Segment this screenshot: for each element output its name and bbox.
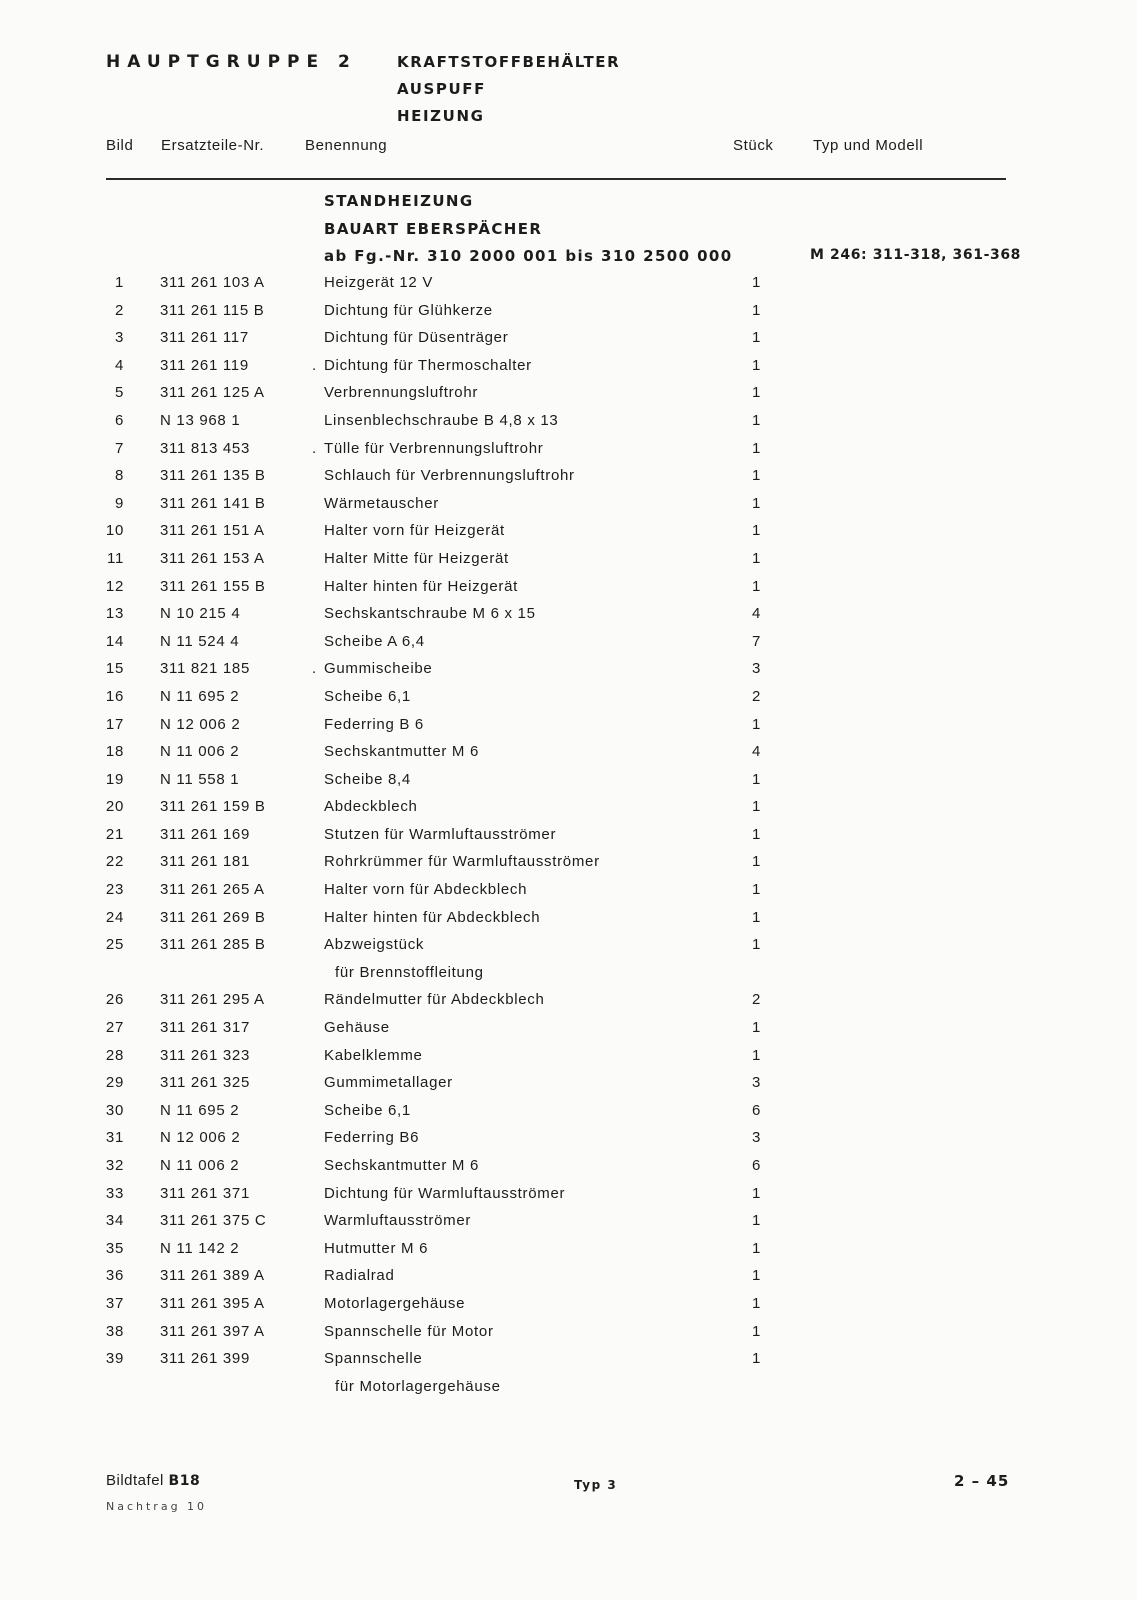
cell-stueck: 1: [752, 825, 762, 843]
cell-ersatzteile-nr: 311 261 265 A: [160, 881, 265, 899]
cell-benennung: Tülle für Verbrennungsluftrohr: [324, 439, 544, 457]
cell-bild: 27: [105, 1019, 124, 1037]
cell-benennung: Kabelklemme: [324, 1046, 423, 1064]
table-row: [0, 1043, 1137, 1071]
table-row: [0, 1236, 1137, 1264]
cell-benennung: für Motorlagergehäuse: [335, 1377, 501, 1395]
cell-benennung: Schlauch für Verbrennungsluftrohr: [324, 467, 575, 485]
hauptgruppe-label: HAUPTGRUPPE 2: [106, 52, 357, 72]
cell-ersatzteile-nr: 311 261 115 B: [160, 301, 265, 319]
table-row: [0, 739, 1137, 767]
cell-stueck: 1: [752, 1322, 762, 1340]
cell-bild: 35: [105, 1239, 124, 1257]
table-row: [0, 518, 1137, 546]
cell-bild: 2: [114, 301, 124, 319]
cell-ersatzteile-nr: N 11 695 2: [160, 687, 240, 705]
cell-bild: 6: [114, 411, 124, 429]
cell-benennung: Dichtung für Warmluftausströmer: [324, 1184, 566, 1202]
cell-benennung: Halter vorn für Abdeckblech: [324, 881, 528, 899]
cell-ersatzteile-nr: N 12 006 2: [160, 715, 241, 733]
table-row: [0, 822, 1137, 850]
footer-page-number: 2 – 45: [954, 1472, 1010, 1490]
table-row: [0, 298, 1137, 326]
cell-benennung: Warmluftausströmer: [324, 1212, 472, 1230]
cell-benennung: Motorlagergehäuse: [324, 1294, 466, 1312]
cell-bild: 37: [105, 1294, 124, 1312]
cell-stueck: 1: [752, 1267, 762, 1285]
footer-nachtrag: Nachtrag 10: [106, 1500, 208, 1513]
cell-ersatzteile-nr: 311 261 117: [160, 329, 249, 347]
table-row-continuation: [0, 960, 1137, 988]
table-row: [0, 1070, 1137, 1098]
table-row: [0, 270, 1137, 298]
cell-benennung: Sechskantmutter M 6: [324, 743, 480, 761]
table-row: [0, 1208, 1137, 1236]
cell-benennung: Scheibe 8,4: [324, 770, 411, 788]
cell-stueck: 1: [752, 936, 762, 954]
cell-benennung: Spannschelle: [324, 1350, 423, 1368]
table-row: [0, 325, 1137, 353]
cell-marker: .: [312, 439, 317, 457]
table-row: [0, 1153, 1137, 1181]
cell-ersatzteile-nr: 311 261 397 A: [160, 1322, 265, 1340]
cell-bild: 38: [105, 1322, 124, 1340]
cell-bild: 15: [105, 660, 124, 678]
cell-ersatzteile-nr: N 11 006 2: [160, 743, 240, 761]
cell-bild: 25: [105, 936, 124, 954]
table-row: [0, 353, 1137, 381]
table-row: [0, 1291, 1137, 1319]
table-row: [0, 1015, 1137, 1043]
cell-bild: 26: [105, 991, 124, 1009]
table-row: [0, 1346, 1137, 1374]
table-row: [0, 712, 1137, 740]
cell-bild: 21: [105, 825, 124, 843]
cell-bild: 33: [105, 1184, 124, 1202]
table-row: [0, 1263, 1137, 1291]
cell-benennung: Halter Mitte für Heizgerät: [324, 549, 509, 567]
cell-stueck: 1: [752, 301, 762, 319]
cell-stueck: 3: [752, 1129, 762, 1147]
cell-ersatzteile-nr: 311 261 325: [160, 1074, 251, 1092]
cell-benennung: Scheibe 6,1: [324, 687, 411, 705]
section-title-fg-nr-range: ab Fg.-Nr. 310 2000 001 bis 310 2500 000: [324, 247, 733, 265]
cell-benennung: Sechskantmutter M 6: [324, 1157, 480, 1174]
column-header-benennung: Benennung: [305, 137, 388, 154]
cell-benennung: Federring B 6: [324, 715, 424, 733]
cell-stueck: 6: [752, 1101, 762, 1119]
cell-benennung: Scheibe 6,1: [324, 1101, 411, 1119]
cell-benennung: Sechskantschraube M 6 x 15: [324, 605, 536, 623]
cell-ersatzteile-nr: 311 261 371: [160, 1184, 251, 1202]
cell-stueck: 1: [752, 1184, 762, 1202]
group-title-auspuff: AUSPUFF: [397, 80, 486, 98]
cell-bild: 11: [107, 549, 124, 567]
table-row-continuation: [0, 1374, 1137, 1402]
cell-ersatzteile-nr: 311 261 295 A: [160, 991, 265, 1009]
cell-stueck: 3: [752, 1074, 762, 1092]
table-row: [0, 905, 1137, 933]
footer-bildtafel-label: Bildtafel: [106, 1472, 164, 1489]
cell-stueck: 1: [752, 549, 762, 567]
cell-stueck: 1: [752, 798, 762, 816]
cell-benennung: Gummischeibe: [324, 660, 433, 678]
cell-bild: 12: [105, 577, 124, 595]
cell-stueck: 1: [752, 715, 762, 733]
cell-benennung: Heizgerät 12 V: [324, 274, 434, 291]
cell-stueck: 4: [752, 605, 762, 623]
table-row: [0, 877, 1137, 905]
cell-benennung: Gehäuse: [324, 1019, 390, 1037]
cell-stueck: 6: [752, 1157, 762, 1174]
column-header-typ-und-modell: Typ und Modell: [813, 137, 924, 154]
table-row: [0, 684, 1137, 712]
cell-benennung: Scheibe A 6,4: [324, 632, 425, 650]
cell-stueck: 1: [752, 467, 762, 485]
column-header-ersatzteile-nr: Ersatzteile-Nr.: [161, 137, 265, 154]
cell-ersatzteile-nr: 311 261 151 A: [160, 522, 265, 540]
cell-benennung: Dichtung für Glühkerze: [324, 301, 493, 319]
section-typ-modell: M 246: 311-318, 361-368: [810, 247, 1022, 263]
cell-benennung: Stutzen für Warmluftausströmer: [324, 825, 557, 843]
section-title-bauart: BAUART EBERSPÄCHER: [324, 220, 543, 238]
cell-benennung: Dichtung für Düsenträger: [324, 329, 509, 347]
cell-marker: .: [312, 660, 317, 678]
cell-benennung: Gummimetallager: [324, 1074, 453, 1092]
column-header-bild: Bild: [106, 137, 134, 154]
cell-ersatzteile-nr: N 11 142 2: [160, 1239, 240, 1257]
table-row: [0, 601, 1137, 629]
cell-bild: 7: [114, 439, 124, 457]
parts-list: [0, 270, 1137, 1401]
cell-benennung: Federring B6: [324, 1129, 420, 1147]
cell-ersatzteile-nr: 311 261 285 B: [160, 936, 266, 954]
cell-bild: 19: [105, 770, 124, 788]
cell-stueck: 1: [752, 522, 762, 540]
cell-bild: 28: [105, 1046, 124, 1064]
cell-bild: 9: [114, 494, 124, 512]
footer-bildtafel-value: B18: [168, 1473, 201, 1489]
cell-stueck: 1: [752, 411, 762, 429]
footer-bildtafel: [106, 1472, 200, 1489]
cell-ersatzteile-nr: 311 261 317: [160, 1019, 251, 1037]
cell-stueck: 1: [752, 908, 762, 926]
table-row: [0, 463, 1137, 491]
cell-ersatzteile-nr: 311 261 399: [160, 1350, 251, 1368]
cell-benennung: Halter hinten für Abdeckblech: [324, 908, 541, 926]
cell-benennung: Rohrkrümmer für Warmluftausströmer: [324, 853, 600, 871]
cell-stueck: 1: [752, 1294, 762, 1312]
table-row: [0, 794, 1137, 822]
cell-stueck: 1: [752, 577, 762, 595]
cell-ersatzteile-nr: N 11 695 2: [160, 1101, 240, 1119]
cell-ersatzteile-nr: 311 261 135 B: [160, 467, 266, 485]
table-row: [0, 1181, 1137, 1209]
cell-bild: 36: [105, 1267, 124, 1285]
cell-bild: 34: [105, 1212, 124, 1230]
cell-bild: 29: [105, 1074, 124, 1092]
cell-bild: 32: [105, 1157, 124, 1174]
table-row: [0, 1125, 1137, 1153]
cell-stueck: 1: [752, 1046, 762, 1064]
cell-benennung: Linsenblechschraube B 4,8 x 13: [324, 411, 559, 429]
cell-ersatzteile-nr: 311 261 389 A: [160, 1267, 265, 1285]
cell-benennung: Wärmetauscher: [324, 494, 439, 512]
cell-stueck: 1: [752, 1239, 762, 1257]
table-row: [0, 380, 1137, 408]
cell-stueck: 1: [752, 384, 762, 402]
table-row: [0, 932, 1137, 960]
cell-stueck: 1: [752, 881, 762, 899]
cell-stueck: 1: [752, 439, 762, 457]
cell-bild: 5: [114, 384, 124, 402]
table-row: [0, 1319, 1137, 1347]
cell-bild: 14: [105, 632, 124, 650]
cell-bild: 31: [105, 1129, 124, 1147]
cell-benennung: Spannschelle für Motor: [324, 1322, 494, 1340]
table-row: [0, 1098, 1137, 1126]
cell-ersatzteile-nr: 311 261 125 A: [160, 384, 265, 402]
cell-ersatzteile-nr: 311 821 185: [160, 660, 251, 678]
cell-bild: 16: [105, 687, 124, 705]
cell-ersatzteile-nr: 311 261 141 B: [160, 494, 266, 512]
cell-ersatzteile-nr: 311 261 375 C: [160, 1212, 267, 1230]
cell-benennung: Hutmutter M 6: [324, 1239, 429, 1257]
cell-bild: 3: [114, 329, 124, 347]
column-header-stueck: Stück: [733, 137, 774, 154]
table-row: [0, 408, 1137, 436]
cell-ersatzteile-nr: N 10 215 4: [160, 605, 241, 623]
cell-ersatzteile-nr: N 12 006 2: [160, 1129, 241, 1147]
cell-bild: 8: [114, 467, 124, 485]
cell-benennung: Abzweigstück: [324, 936, 425, 954]
cell-stueck: 1: [752, 274, 762, 291]
cell-stueck: 4: [752, 743, 762, 761]
cell-stueck: 1: [752, 356, 762, 374]
cell-benennung: Halter vorn für Heizgerät: [324, 522, 505, 540]
cell-bild: 13: [105, 605, 124, 623]
cell-ersatzteile-nr: 311 261 155 B: [160, 577, 266, 595]
cell-bild: 20: [105, 798, 124, 816]
cell-stueck: 1: [752, 1212, 762, 1230]
cell-bild: 23: [105, 881, 124, 899]
table-row: [0, 546, 1137, 574]
cell-ersatzteile-nr: 311 261 153 A: [160, 549, 265, 567]
cell-bild: 39: [105, 1350, 124, 1368]
cell-stueck: 1: [752, 494, 762, 512]
cell-ersatzteile-nr: 311 261 395 A: [160, 1294, 265, 1312]
cell-stueck: 1: [752, 329, 762, 347]
cell-ersatzteile-nr: N 13 968 1: [160, 411, 241, 429]
cell-ersatzteile-nr: 311 261 159 B: [160, 798, 266, 816]
table-row: [0, 491, 1137, 519]
cell-ersatzteile-nr: N 11 524 4: [160, 632, 240, 650]
cell-benennung: Dichtung für Thermoschalter: [324, 356, 532, 374]
cell-ersatzteile-nr: N 11 558 1: [160, 770, 240, 788]
cell-bild: 4: [114, 356, 124, 374]
table-row: [0, 767, 1137, 795]
cell-stueck: 3: [752, 660, 762, 678]
cell-benennung: Rändelmutter für Abdeckblech: [324, 991, 545, 1009]
cell-stueck: 2: [752, 687, 762, 705]
cell-bild: 22: [105, 853, 124, 871]
cell-stueck: 1: [752, 853, 762, 871]
table-row: [0, 656, 1137, 684]
cell-benennung: Verbrennungsluftrohr: [324, 384, 479, 402]
cell-ersatzteile-nr: 311 261 323: [160, 1046, 251, 1064]
cell-benennung: Abdeckblech: [324, 798, 418, 816]
cell-ersatzteile-nr: 311 261 103 A: [160, 274, 265, 291]
cell-ersatzteile-nr: 311 261 169: [160, 825, 251, 843]
cell-stueck: 1: [752, 1019, 762, 1037]
group-title-heizung: HEIZUNG: [397, 107, 485, 125]
cell-ersatzteile-nr: N 11 006 2: [160, 1157, 240, 1174]
group-title-kraftstoffbehaelter: KRAFTSTOFFBEHÄLTER: [397, 53, 621, 71]
table-row: [0, 987, 1137, 1015]
table-row: [0, 574, 1137, 602]
cell-ersatzteile-nr: 311 261 269 B: [160, 908, 266, 926]
cell-stueck: 1: [752, 770, 762, 788]
cell-bild: 30: [105, 1101, 124, 1119]
table-row: [0, 849, 1137, 877]
cell-benennung: für Brennstoffleitung: [335, 963, 484, 981]
cell-bild: 17: [105, 715, 124, 733]
cell-bild: 10: [105, 522, 124, 540]
cell-bild: 24: [105, 908, 124, 926]
cell-benennung: Halter hinten für Heizgerät: [324, 577, 518, 595]
cell-ersatzteile-nr: 311 261 119: [160, 356, 249, 374]
header-divider: [106, 178, 1006, 180]
section-title-standheizung: STANDHEIZUNG: [324, 192, 474, 210]
cell-ersatzteile-nr: 311 261 181: [160, 853, 251, 871]
cell-stueck: 7: [752, 632, 762, 650]
cell-bild: 1: [114, 274, 124, 291]
cell-stueck: 2: [752, 991, 762, 1009]
table-row: [0, 629, 1137, 657]
cell-marker: .: [312, 356, 317, 374]
cell-stueck: 1: [752, 1350, 762, 1368]
cell-bild: 18: [105, 743, 124, 761]
cell-ersatzteile-nr: 311 813 453: [160, 439, 251, 457]
table-row: [0, 436, 1137, 464]
cell-benennung: Radialrad: [324, 1267, 395, 1285]
footer-typ: Typ 3: [574, 1478, 618, 1492]
